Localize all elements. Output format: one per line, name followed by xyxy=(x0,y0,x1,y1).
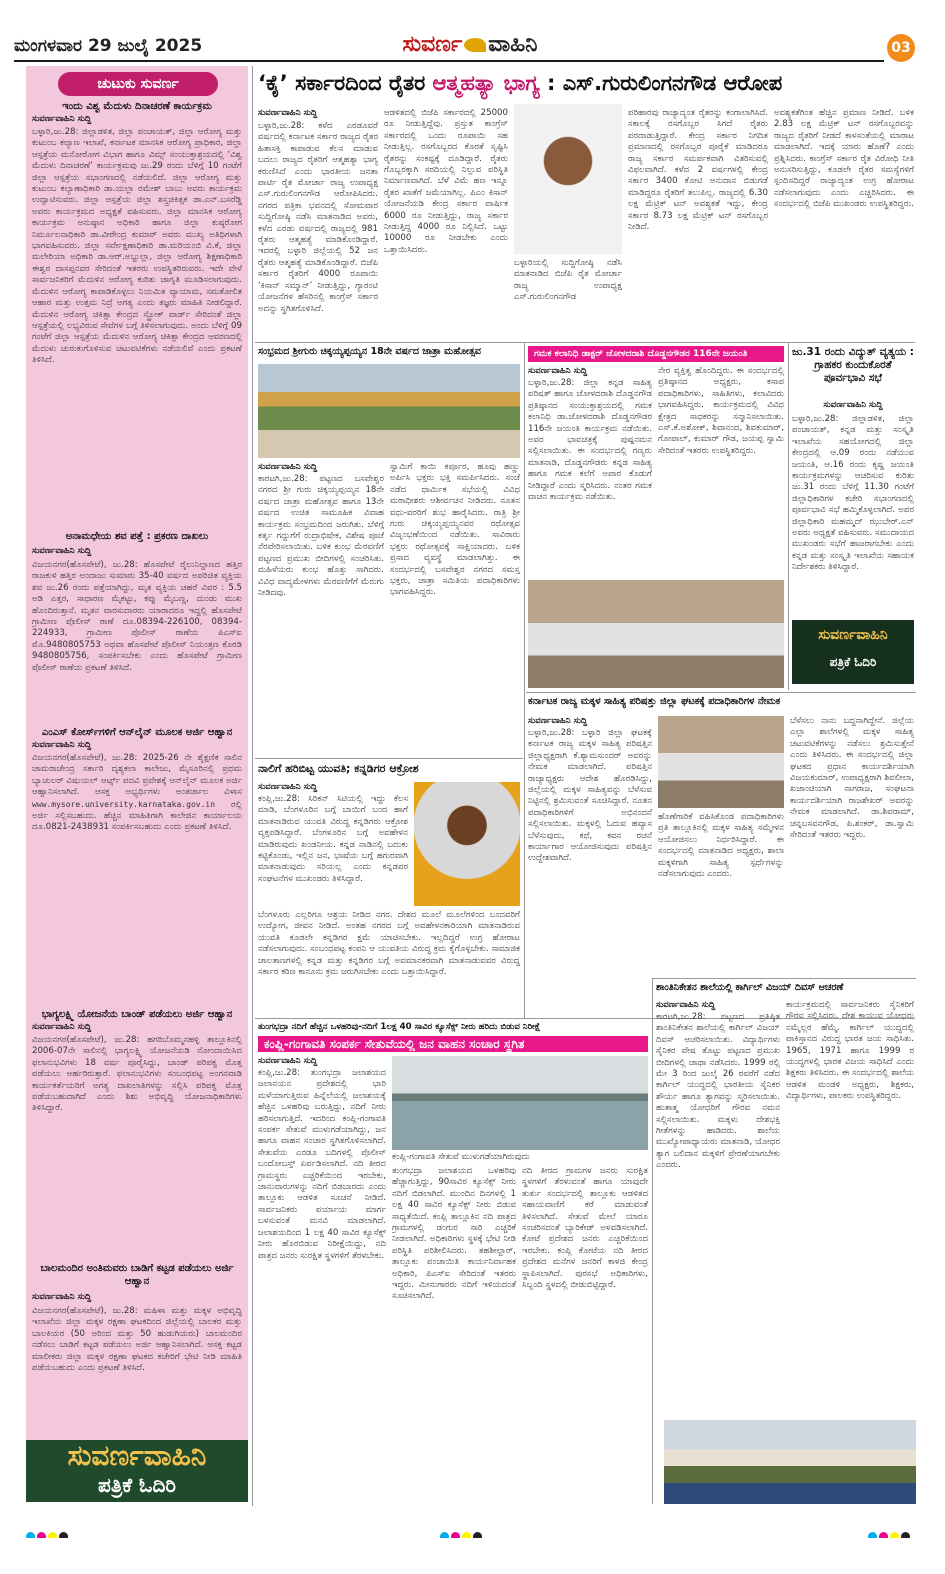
naalige-body-col1: ಕಂಪ್ಲಿ,ಜು.28: ಸಿರಿಕನ್ ಸಿಟಿಯಲ್ಲಿ ಇದ್ದು ಕೆಲಸ ಮಾಡಿ, ಬೆಂಗಳೂರಿನ ಬಗ್ಗೆ ಬಾಯಿಗೆ ಬಂದ ಹಾಗೆ ಮಾತನಾಡಿರುವ ಯುವತಿ ವಿರುದ್ಧ ಕನ್ನಡಿಗರು ಆಕ್ರೋಶ ವ್ಯಕ್ತಪಡಿಸಿದ್ದಾರೆ. ಬೆಂಗಳೂರಿನ ಬಗ್ಗೆ ಅವಹೇಳನ ಮಾಡಿರುವುದು ಖಂಡನೀಯ. ಕನ್ನಡ ನಾಡಿನಲ್ಲಿ ಬದುಕು ಕಟ್ಟಿಕೊಂಡು, ಇಲ್ಲಿನ ಜನ, ಭಾಷೆಯ ಬಗ್ಗೆ ಹಗುರವಾಗಿ ಮಾತನಾಡುವುದು ಸರಿಯಲ್ಲ ಎಂದು ಕನ್ನಡಪರ ಸಂಘಟನೆಗಳ ಮುಖಂಡರು ತಿಳಿಸಿದ್ದಾರೆ. xyxy=(258,794,408,884)
divider-lead xyxy=(255,342,915,343)
lead-headline-highlight: ಆತ್ಮಹತ್ಯಾ ಭಾಗ್ಯ xyxy=(432,71,540,95)
july31-headline: ಜು.31 ರಂದು ವಿದ್ಯುತ್ ವ್ಯತ್ಯಯ : ಗ್ರಾಹಕರ ಕುಂದುಕೊರತೆ ಪೂರ್ವಭಾವಿ ಸಭೆ xyxy=(792,346,914,384)
sahitya-photo xyxy=(658,716,784,808)
lead-headline-prefix: ‘ಕೈ’ ಸರ್ಕಾರದಿಂದ ರೈತರ xyxy=(258,71,433,95)
jayanti-byline: ಸುವರ್ಣವಾಹಿನಿ ಸುದ್ದಿ xyxy=(528,366,588,376)
ls1-body: ಬಳ್ಳಾರಿ,ಜು.28: ಜಿಲ್ಲಾಡಳಿತ, ಜಿಲ್ಲಾ ಪಂಚಾಯತ್, ಜಿಲ್ಲಾ ಆರೋಗ್ಯ ಮತ್ತು ಕುಟುಂಬ ಕಲ್ಯಾಣ ಇಲಾಖೆ, ಕರ್ನಾಟಕ ಮಾನಸಿಕ ಆರೋಗ್ಯ ಪ್ರಾಧಿಕಾರ, ಜಿಲ್ಲಾ ಆಸ್ಪತ್ರೆಯ ಮನೋರೋಗ ವಿಭಾಗ ಹಾಗೂ ವಿಮ್ಸ್ ಸಂಯುಕ್ತಾಶ್ರಯದಲ್ಲಿ ‘ವಿಶ್ವ ಮೆದುಳು ದಿನಾಚರಣೆ’ ಕಾರ್ಯಕ್ರಮವು ಜು.29 ರಂದು ಬೆಳಿಗ್ಗೆ 10 ಗಂಟೆಗೆ ಜಿಲ್ಲಾ ಆಸ್ಪತ್ರೆಯ ಸಭಾಂಗಣದಲ್ಲಿ ನಡೆಯಲಿದೆ. ಜಿಲ್ಲಾ ಆರೋಗ್ಯ ಮತ್ತು ಕುಟುಂಬ ಕಲ್ಯಾಣಾಧಿಕಾರಿ ಡಾ.ಯಲ್ಲಾ ರಮೇಶ್ ಬಾಬು ಅವರು ಕಾರ್ಯಕ್ರಮ ಉದ್ಘಾಟಿಸುವರು. ಜಿಲ್ಲಾ ಆಸ್ಪತ್ರೆಯ ಜಿಲ್ಲಾ ಶಸ್ತ್ರಚಿಕಿತ್ಸಕ ಡಾ.ಎನ್.ಬಸರೆಡ್ಡಿ ಅವರು ಕಾರ್ಯಕ್ರಮದ ಅಧ್ಯಕ್ಷತೆ ವಹಿಸುವರು. ಜಿಲ್ಲಾ ಮಾನಸಿಕ ಆರೋಗ್ಯ ಕಾರ್ಯಕ್ರಮ ಅನುಷ್ಠಾನ ಅಧಿಕಾರಿ ಹಾಗೂ ಜಿಲ್ಲಾ ಕುಷ್ಠರೋಗ ನಿರ್ಮೂಲನಾಧಿಕಾರಿ ಡಾ.ವೀರೇಂದ್ರ ಕುಮಾರ್ ಅವರು ಮುಖ್ಯ ಅತಿಥಿಗಳಾಗಿ ಭಾಗವಹಿಸುವರು. ಜಿಲ್ಲಾ ಸರ್ವೇಕ್ಷಣಾಧಿಕಾರಿ ಡಾ.ಮರಿಯಂಬಿ ವಿ.ಕೆ, ಜಿಲ್ಲಾ ಮಲೇರಿಯಾ ಅಧಿಕಾರಿ ಡಾ.ಆರ್.ಅಬ್ದುಲ್ಲಾ, ಜಿಲ್ಲಾ ಆರೋಗ್ಯ ಶಿಕ್ಷಣಾಧಿಕಾರಿ ಈಶ್ವರ ದಾಸಪ್ಪನವರ ಸೇರಿದಂತೆ ಇತರರು ಉಪಸ್ಥಿತರಿರುವರು. ಇದೇ ವೇಳೆ ಸಾರ್ವಜನಿಕರಿಗೆ ಮೆದುಳಿನ ಆರೋಗ್ಯ ಕುರಿತು ಜಾಗೃತಿ ಮೂಡಿಸಲಾಗುವುದು. ಮೆದುಳಿನ ಆರೋಗ್ಯ ಕಾಪಾಡಿಕೊಳ್ಳಲು ನಿಯಮಿತ ವ್ಯಾಯಾಮ, ಸಮತೋಲಿತ ಆಹಾರ ಮತ್ತು ಉತ್ತಮ ನಿದ್ರೆ ಅಗತ್ಯ ಎಂದು ತಜ್ಞರು ಮಾಹಿತಿ ನೀಡಲಿದ್ದಾರೆ. ಮೆದುಳಿನ ಆರೋಗ್ಯ ಚಿಕಿತ್ಸಾ ಕೇಂದ್ರದ ಸ್ಟ್ರೋಕ್ ವಾರ್ಡ್ ಸೇರಿದಂತೆ ಜಿಲ್ಲಾ ಆಸ್ಪತ್ರೆಯಲ್ಲಿ ಲಭ್ಯವಿರುವ ಸೇವೆಗಳ ಬಗ್ಗೆ ತಿಳಿಸಲಾಗುವುದು. ಅಂದು ಬೆಳಿಗ್ಗೆ 09 ಗಂಟೆಗೆ ಜಿಲ್ಲಾ ಆಸ್ಪತ್ರೆಯ ಮೆದುಳಿನ ಆರೋಗ್ಯ ಚಿಕಿತ್ಸಾ ಕೇಂದ್ರದ ಆವರಣದಲ್ಲಿ ಮೆದುಳು ಚುರುಕುಗೊಳಿಸುವ ಚಟುವಟಿಕೆಗಳು ನಡೆಯಲಿವೆ ಎಂದು ಪ್ರಕಟಣೆ ತಿಳಿಸಿದೆ. xyxy=(32,127,242,366)
jayanti-photo xyxy=(528,580,784,688)
lead-body-col4: ಅವಶ್ಯಕತೆಗಿಂತ ಹೆಚ್ಚಿನ ಪ್ರಮಾಣ ನೀಡಿದೆ. ಬಳಿಕ 2.83 ಲಕ್ಷ ಮೆಟ್ರಿಕ್ ಟನ್ ರಸಗೊಬ್ಬರವನ್ನು ರಾಜ್ಯದ ರೈತರಿಗೆ ನೀಡದೆ ಕಾಳಸಂತೆಯಲ್ಲಿ ಮಾರಾಟ ಮಾಡಲಾಗಿದೆ. ಇದಕ್ಕೆ ಯಾರು ಹೊಣೆ? ಎಂದು ಪ್ರಶ್ನಿಸಿದರು. ಕಾಂಗ್ರೆಸ್ ಸರ್ಕಾರ ರೈತ ವಿರೋಧಿ ನೀತಿ ಅನುಸರಿಸುತ್ತಿದ್ದು, ಕೂಡಲೇ ರೈತರ ಸಮಸ್ಯೆಗಳಿಗೆ ಸ್ಪಂದಿಸದಿದ್ದರೆ ರಾಜ್ಯಾದ್ಯಂತ ಉಗ್ರ ಹೋರಾಟ ನಡೆಸಲಾಗುವುದು ಎಂದು ಎಚ್ಚರಿಸಿದರು. ಈ ಸಂದರ್ಭದಲ್ಲಿ ಬಿಜೆಪಿ ಮುಖಂಡರು ಉಪಸ್ಥಿತರಿದ್ದರು. xyxy=(774,108,914,210)
jatra-byline: ಸುವರ್ಣವಾಹಿನಿ ಸುದ್ದಿ xyxy=(258,462,318,472)
logo-left: ಸುವರ್ಣ xyxy=(402,32,463,57)
masthead-logo xyxy=(360,32,580,60)
ls4-body: ವಿಜಯನಗರ(ಹೊಸಪೇಟೆ), ಜು.28: ಹಗರಿಬೊಮ್ಮನಹಳ್ಳಿ ತಾಲ್ಲೂಕಿನಲ್ಲಿ 2006-07ನೇ ಸಾಲಿನಲ್ಲಿ ಭಾಗ್ಯಲಕ್ಷ್ಮಿ ಯೋಜನೆಯಡಿ ನೋಂದಾಯಿಸಿದ ಫಲಾನುಭವಿಗಳು 18 ವರ್ಷ ಪೂರೈಸಿದ್ದು, ಬಾಂಡ್ ಪರಿಪಕ್ವ ಮೊತ್ತ ಪಡೆಯಲು ಅರ್ಹರಿರುತ್ತಾರೆ. ಫಲಾನುಭವಿಗಳು ಸಂಬಂಧಪಟ್ಟ ಅಂಗನವಾಡಿ ಕಾರ್ಯಕರ್ತೆಯರಿಗೆ ಅಗತ್ಯ ದಾಖಲಾತಿಗಳನ್ನು ಸಲ್ಲಿಸಿ ಪರಿಪಕ್ವ ಮೊತ್ತ ಪಡೆಯಬಹುದಾಗಿದೆ ಎಂದು ಶಿಶು ಅಭಿವೃದ್ಧಿ ಯೋಜನಾಧಿಕಾರಿಗಳು ತಿಳಿಸಿದ್ದಾರೆ. xyxy=(32,1035,242,1114)
kampli-photo-caption: ಕಂಪ್ಲಿ-ಗಂಗಾವತಿ ಸೇತುವೆ ಮುಳುಗಡೆಯಾಗಿರುವುದು xyxy=(392,1152,530,1162)
lead-photo xyxy=(514,104,622,254)
ls1-byline: ಸುವರ್ಣವಾಹಿನಿ ಸುದ್ದಿ xyxy=(32,114,92,124)
yellow-dot-icon xyxy=(462,1532,471,1538)
ls5-headline: ಬಾಲಮಂದಿರ ಅಂತಿಮವರು ಬಾಡಿಗೆ ಕಟ್ಟಡ ಪಡೆಯಲು ಅರ್ಜಿ ಆಹ್ವಾನ xyxy=(40,1263,234,1287)
sahitya-body-col1: ಬಳ್ಳಾರಿ,ಜು.28: ಬಳ್ಳಾರಿ ಜಿಲ್ಲಾ ಘಟಕಕ್ಕೆ ಕರ್ನಾಟಕ ರಾಜ್ಯ ಮಕ್ಕಳ ಸಾಹಿತ್ಯ ಪರಿಷತ್ತಿನ ಜಿಲ್ಲಾಧ್ಯಕ್ಷರಾಗಿ ಕೆ.ಶ್ಯಾಮಸುಂದರ್ ಅವರನ್ನು ನೇಮಕ ಮಾಡಲಾಗಿದೆ. ಪರಿಷತ್ತಿನ ರಾಜ್ಯಾಧ್ಯಕ್ಷರು ಆದೇಶ ಹೊರಡಿಸಿದ್ದು, ಜಿಲ್ಲೆಯಲ್ಲಿ ಮಕ್ಕಳ ಸಾಹಿತ್ಯವನ್ನು ಬೆಳೆಸುವ ನಿಟ್ಟಿನಲ್ಲಿ ಶ್ರಮಿಸುವಂತೆ ಸೂಚಿಸಿದ್ದಾರೆ. ನೂತನ ಪದಾಧಿಕಾರಿಗಳಿಗೆ ಅಭಿನಂದನೆ ಸಲ್ಲಿಸಲಾಯಿತು. ಮಕ್ಕಳಲ್ಲಿ ಓದುವ ಹವ್ಯಾಸ ಬೆಳೆಸುವುದು, ಕಥೆ, ಕವನ ರಚನೆ ಕಾರ್ಯಾಗಾರ ಆಯೋಜಿಸುವುದು ಪರಿಷತ್ತಿನ ಉದ್ದೇಶವಾಗಿದೆ. xyxy=(528,728,652,864)
logo-right: ವಾಹಿನಿ xyxy=(488,32,538,57)
ls5-body: ವಿಜಯನಗರ(ಹೊಸಪೇಟೆ), ಜು.28: ಮಹಿಳಾ ಮತ್ತು ಮಕ್ಕಳ ಅಭಿವೃದ್ಧಿ ಇಲಾಖೆಯ ಜಿಲ್ಲಾ ಮಕ್ಕಳ ರಕ್ಷಣಾ ಘಟಕದಿಂದ ಜಿಲ್ಲೆಯಲ್ಲಿ ಬಾಲಕರ ಮತ್ತು ಬಾಲಕಿಯರ (50 ಅರಿಂದ ಮತ್ತು 50 ಹುಡುಗಿಯರು) ಬಾಲಮಂದಿರ ನಡೆಸಲು ಬಾಡಿಗೆ ಕಟ್ಟಡ ಪಡೆಯಲು ಅರ್ಜಿ ಆಹ್ವಾನಿಸಲಾಗಿದೆ. ಆಸಕ್ತ ಕಟ್ಟಡ ಮಾಲೀಕರು ಜಿಲ್ಲಾ ಮಕ್ಕಳ ರಕ್ಷಣಾ ಘಟಕದ ಕಚೇರಿಗೆ ಭೇಟಿ ನೀಡಿ ಮಾಹಿತಿ ಪಡೆಯಬಹುದು ಎಂದು ಪ್ರಕಟಣೆ ತಿಳಿಸಿದೆ. xyxy=(32,1306,242,1374)
jayanti-body-col2: ನೇರ ವ್ಯಕ್ತಿತ್ವ ಹೊಂದಿದ್ದರು. ಈ ಸಂದರ್ಭದಲ್ಲಿ ಪ್ರತಿಷ್ಠಾನದ ಅಧ್ಯಕ್ಷರು, ಕಸಾಪ ಪದಾಧಿಕಾರಿಗಳು, ಸಾಹಿತಿಗಳು, ಕಲಾವಿದರು ಭಾಗವಹಿಸಿದ್ದರು. ಕಾರ್ಯಕ್ರಮದಲ್ಲಿ ವಿವಿಧ ಕ್ಷೇತ್ರದ ಸಾಧಕರನ್ನು ಸನ್ಮಾನಿಸಲಾಯಿತು. ಎಸ್.ಕೆ.ಅಶೋಕ್, ಶಿವಾನಂದ, ಶಿವಕುಮಾರ್, ಗೋಪಾಲ್, ಕುಮಾರ್ ಗೌಡ, ಜಯಪ್ಪ ಸ್ವಾಮಿ ಸೇರಿದಂತೆ ಇತರರು ಉಪಸ್ಥಿತರಿದ್ದರು. xyxy=(658,366,784,456)
promo-box-left xyxy=(26,1440,248,1502)
naalige-body-full: ಬೆಂಗಳೂರು ಎಲ್ಲರಿಗೂ ಆಶ್ರಯ ನೀಡಿದ ನಗರ. ದೇಶದ ಮೂಲೆ ಮೂಲೆಗಳಿಂದ ಬಂದವರಿಗೆ ಉದ್ಯೋಗ, ಜೀವನ ನೀಡಿದೆ. ಅಂತಹ ನಗರದ ಬಗ್ಗೆ ಅವಹೇಳನಕಾರಿಯಾಗಿ ಮಾತನಾಡಿರುವ ಯುವತಿ ಕೂಡಲೇ ಕನ್ನಡಿಗರ ಕ್ಷಮೆ ಯಾಚಿಸಬೇಕು. ಇಲ್ಲದಿದ್ದರೆ ಉಗ್ರ ಹೋರಾಟ ನಡೆಸಲಾಗುವುದು. ಸಂಬಂಧಪಟ್ಟ ಕಂಪನಿ ಆ ಯುವತಿಯ ವಿರುದ್ಧ ಕ್ರಮ ಕೈಗೊಳ್ಳಬೇಕು. ಸಾಮಾಜಿಕ ಜಾಲತಾಣಗಳಲ್ಲಿ ಕನ್ನಡ ಮತ್ತು ಕನ್ನಡಿಗರ ಬಗ್ಗೆ ಅವಮಾನಕರವಾಗಿ ಮಾತನಾಡುವವರ ವಿರುದ್ಧ ಸರ್ಕಾರ ಕಠಿಣ ಕಾನೂನು ಕ್ರಮ ಜರುಗಿಸಬೇಕು ಎಂದು ಒತ್ತಾಯಿಸಿದ್ದಾರೆ. xyxy=(258,910,520,978)
cyan-dot-icon xyxy=(26,1532,35,1538)
kargil-headline: ಶಾಂತಿನಿಕೇತನ ಶಾಲೆಯಲ್ಲಿ ಕಾರ್ಗಿಲ್ ವಿಜಯ್ ದಿವಸ್ ಆಚರಣೆ xyxy=(656,982,844,993)
masthead-rule xyxy=(14,60,884,62)
promo-left-line2: ಪತ್ರಿಕೆ ಓದಿರಿ xyxy=(98,1473,176,1497)
ls2-byline: ಸುವರ್ಣವಾಹಿನಿ ಸುದ್ದಿ xyxy=(32,546,92,556)
divider-right xyxy=(788,342,789,690)
divider-kargil-top xyxy=(652,978,916,979)
kampli-body-col2: ತುಂಗಭದ್ರಾ ಜಲಾಶಯದ ಒಳಹರಿವು ಹೆಚ್ಚಾಗುತ್ತಿದ್ದು, 90ಸಾವಿರ ಕ್ಯೂಸೆಕ್ಸ್ ನೀರು ನದಿಗೆ ಬಿಡಲಾಗಿದೆ. ಮುಂದಿನ ದಿನಗಳಲ್ಲಿ 1 ಲಕ್ಷ 40 ಸಾವಿರ ಕ್ಯೂಸೆಕ್ಸ್ ನೀರು ಬಿಡುವ ಸಾಧ್ಯತೆಯಿದೆ. ಕಂಪ್ಲಿ ತಾಲ್ಲೂಕಿನ ನದಿ ಪಾತ್ರದ ಗ್ರಾಮಗಳಲ್ಲಿ ಡಂಗುರ ಸಾರಿ ಎಚ್ಚರಿಕೆ ನೀಡಲಾಗಿದೆ. ಅಧಿಕಾರಿಗಳು ಸ್ಥಳಕ್ಕೆ ಭೇಟಿ ನೀಡಿ ಪರಿಸ್ಥಿತಿ ಪರಿಶೀಲಿಸಿದರು. ತಹಶೀಲ್ದಾರ್, ತಾಲ್ಲೂಕು ಪಂಚಾಯಿತಿ ಕಾರ್ಯನಿರ್ವಾಹಕ ಅಧಿಕಾರಿ, ಪಿಎಸ್ಐ ಸೇರಿದಂತೆ ಇತರರು ಇದ್ದರು. ಮೀನುಗಾರರು ನದಿಗೆ ಇಳಿಯದಂತೆ ಸೂಚಿಸಲಾಗಿದೆ. xyxy=(392,1166,516,1302)
jayanti-headline: ಗಮಕ ಕಲಾನಿಧಿ ಡಾಕ್ಟರ್ ಜೋಳದರಾಶಿ ದೊಡ್ಡನಗೌಡರ 116ನೇ ಜಯಂತಿ xyxy=(528,346,784,362)
kargil-photo xyxy=(664,1420,916,1504)
july31-byline: ಸುವರ್ಣವಾಹಿನಿ ಸುದ್ದಿ xyxy=(823,400,883,410)
promo-box-right xyxy=(792,620,914,684)
ls3-byline: ಸುವರ್ಣವಾಹಿನಿ ಸುದ್ದಿ xyxy=(32,740,92,750)
lead-headline-suffix: : ಎಸ್.ಗುರುಲಿಂಗನಗೌಡ ಆರೋಪ xyxy=(539,71,783,95)
lead-body-col2: ಆಡಳಿತದಲ್ಲಿ ಬಿಜೆಪಿ ಸರ್ಕಾರದಲ್ಲಿ 25000 ರೂ ನೀಡುತ್ತಿದ್ದೆವು. ಪ್ರಸ್ತುತ ಕಾಂಗ್ರೆಸ್ ಸರ್ಕಾರದಲ್ಲಿ ಒಂದು ರೂಪಾಯಿ ಸಹ ನೀಡುತ್ತಿಲ್ಲ. ರಸಗೊಬ್ಬರದ ಕೊರತೆ ಸೃಷ್ಟಿಸಿ ರೈತರನ್ನು ಸಂಕಷ್ಟಕ್ಕೆ ದೂಡಿದ್ದಾರೆ. ರೈತರು ಗೊಬ್ಬರಕ್ಕಾಗಿ ಸರದಿಯಲ್ಲಿ ನಿಲ್ಲುವ ಪರಿಸ್ಥಿತಿ ನಿರ್ಮಾಣವಾಗಿದೆ. ಬೆಳೆ ವಿಮೆ ಹಣ ಇನ್ನೂ ರೈತರ ಖಾತೆಗೆ ಜಮೆಯಾಗಿಲ್ಲ. ಪಿಎಂ ಕಿಸಾನ್ ಯೋಜನೆಯಡಿ ಕೇಂದ್ರ ಸರ್ಕಾರ ವಾರ್ಷಿಕ 6000 ರೂ ನೀಡುತ್ತಿದ್ದು, ರಾಜ್ಯ ಸರ್ಕಾರ ನೀಡುತ್ತಿದ್ದ 4000 ರೂ ನಿಲ್ಲಿಸಿದೆ. ಒಟ್ಟು 10000 ರೂ ನೀಡಬೇಕು ಎಂದು ಒತ್ತಾಯಿಸಿದರು. xyxy=(384,108,508,255)
ls5-byline: ಸುವರ್ಣವಾಹಿನಿ ಸುದ್ದಿ xyxy=(32,1292,92,1302)
black-dot-icon xyxy=(59,1532,68,1538)
cyan-dot-icon xyxy=(440,1532,449,1538)
sahitya-body-col3: ಬೆಳೆಸಲು ನಾನು ಬದ್ಧನಾಗಿದ್ದೇನೆ. ಜಿಲ್ಲೆಯ ಎಲ್ಲಾ ಶಾಲೆಗಳಲ್ಲಿ ಮಕ್ಕಳ ಸಾಹಿತ್ಯ ಚಟುವಟಿಕೆಗಳನ್ನು ನಡೆಸಲು ಶ್ರಮಿಸುತ್ತೇನೆ ಎಂದು ತಿಳಿಸಿದರು. ಈ ಸಂದರ್ಭದಲ್ಲಿ ಜಿಲ್ಲಾ ಘಟಕದ ಪ್ರಧಾನ ಕಾರ್ಯದರ್ಶಿಯಾಗಿ ವಿಜಯಕುಮಾರ್, ಉಪಾಧ್ಯಕ್ಷರಾಗಿ ಶಿವಲೀಲಾ, ಖಜಾಂಚಿಯಾಗಿ ನಾಗರಾಜ, ಸಂಘಟನಾ ಕಾರ್ಯದರ್ಶಿಯಾಗಿ ರಾಜಶೇಖರ್ ಅವರನ್ನು ನೇಮಕ ಮಾಡಲಾಗಿದೆ. ಡಾ.ಶಿವರಾಮ್, ಚನ್ನಬಸವನಗೌಡ, ಪಿ.ಶಂಕರ್, ಡಾ.ಸ್ವಾಮಿ ಸೇರಿದಂತೆ ಇತರರು ಇದ್ದರು. xyxy=(790,716,914,841)
jatra-body-col2: ಸ್ವಾಮಿಗೆ ಕಾಯಿ ಕರ್ಪೂರ, ಹೂವು ಹಣ್ಣು ಅರ್ಪಿಸಿ ಭಕ್ತರು ಭಕ್ತಿ ಸಮರ್ಪಿಸಿದರು. ಸಂಜೆ ನಡೆದ ಧಾರ್ಮಿಕ ಸಭೆಯಲ್ಲಿ ವಿವಿಧ ಮಠಾಧೀಶರು ಆಶೀರ್ವಚನ ನೀಡಿದರು. ನೂತನ ವಧು-ವರರಿಗೆ ಶುಭ ಹಾರೈಸಿದರು. ರಾತ್ರಿ ಶ್ರೀ ಗುರು ಚಿಕ್ಕಯ್ಯಪ್ಪಯ್ಯನವರ ರಥೋತ್ಸವ ವಿಜೃಂಭಣೆಯಿಂದ ನಡೆಯಿತು. ಸಾವಿರಾರು ಭಕ್ತರು ರಥೋತ್ಸವಕ್ಕೆ ಸಾಕ್ಷಿಯಾದರು. ಬಳಿಕ ಪ್ರಸಾದ ವ್ಯವಸ್ಥೆ ಮಾಡಲಾಗಿತ್ತು. ಈ ಸಂದರ್ಭದಲ್ಲಿ ಬಸವೇಶ್ವರ ನಗರದ ಸಮಸ್ತ ಭಕ್ತರು, ಜಾತ್ರಾ ಸಮಿತಿಯ ಪದಾಧಿಕಾರಿಗಳು ಭಾಗವಹಿಸಿದ್ದರು. xyxy=(390,462,520,598)
sahitya-byline: ಸುವರ್ಣವಾಹಿನಿ ಸುದ್ದಿ xyxy=(528,716,588,726)
divider-mid xyxy=(524,342,525,1018)
kampli-byline: ಸುವರ್ಣವಾಹಿನಿ ಸುದ್ದಿ xyxy=(258,1056,318,1066)
kampli-body-col3: ನದಿ ತೀರದ ಗ್ರಾಮಗಳ ಜನರು ಸುರಕ್ಷಿತ ಸ್ಥಳಗಳಿಗೆ ತೆರಳುವಂತೆ ಹಾಗೂ ಯಾವುದೇ ತುರ್ತು ಸಂದರ್ಭದಲ್ಲಿ ತಾಲ್ಲೂಕು ಆಡಳಿತದ ಸಹಾಯವಾಣಿಗೆ ಕರೆ ಮಾಡುವಂತೆ ತಿಳಿಸಲಾಗಿದೆ. ಸೇತುವೆ ಮೇಲೆ ಯಾರೂ ಸಂಚರಿಸದಂತೆ ಬ್ಯಾರಿಕೇಡ್ ಅಳವಡಿಸಲಾಗಿದೆ. ಕೋಟೆ ಪ್ರದೇಶದ ಜನರು ಎಚ್ಚರಿಕೆಯಿಂದ ಇರಬೇಕು. ಕಂಪ್ಲಿ ಕೋಟೆಯ ನದಿ ತೀರದ ಪ್ರದೇಶದ ಮನೆಗಳ ಜನರಿಗೆ ಕಾಳಜಿ ಕೇಂದ್ರ ಸ್ಥಾಪಿಸಲಾಗಿದೆ. ಪುರಸಭೆ ಅಧಿಕಾರಿಗಳು, ಸಿಬ್ಬಂದಿ ಸ್ಥಳದಲ್ಲಿ ಬೀಡುಬಿಟ್ಟಿದ್ದಾರೆ. xyxy=(522,1166,648,1291)
naalige-photo xyxy=(414,782,520,906)
ls4-headline: ಭಾಗ್ಯಲಕ್ಷ್ಮಿ ಯೋಜನೆಯ ಬಾಂಡ್ ಪಡೆಯಲು ಅರ್ಜಿ ಆಹ್ವಾನ xyxy=(41,1009,233,1020)
divider-sahitya-top xyxy=(526,692,916,693)
ls2-headline: ಅನಾಮಧೇಯ ಶವ ಪತ್ತೆ : ಪ್ರಕರಣ ದಾಖಲು xyxy=(65,531,209,542)
jatra-photo xyxy=(258,364,520,458)
ls3-body-text2: ರಲ್ಲಿ ಅರ್ಜಿ ಸಲ್ಲಿಸಬಹುದು. ಹೆಚ್ಚಿನ ಮಾಹಿತಿಗಾಗಿ ಕಾಲೇಜಿನ ಕಾರ್ಯಾಲಯ ದೂ.0821-2438931 ಸಂಪರ್ಕಿಸಬಹುದು ಎಂದು ಪ್ರಕಟಣೆ ತಿಳಿಸಿದೆ. xyxy=(32,799,242,833)
ls4-byline: ಸುವರ್ಣವಾಹಿನಿ ಸುದ್ದಿ xyxy=(32,1022,92,1032)
divider-jatra xyxy=(255,758,523,759)
kampli-photo xyxy=(392,1056,648,1150)
divider-left xyxy=(252,66,253,1506)
lead-photo-caption: ಬಳ್ಳಾರಿಯಲ್ಲಿ ಸುದ್ದಿಗೋಷ್ಠಿ ನಡೆಸಿ ಮಾತನಾಡಿದ ಬಿಜೆಪಿ ರೈತ ಮೋರ್ಚಾ ರಾಜ್ಯ ಉಪಾಧ್ಯಕ್ಷ ಎಸ್.ಗುರುಲಿಂಗನಗೌಡ xyxy=(514,258,622,303)
july31-body: ಬಳ್ಳಾರಿ,ಜು.28: ಜಿಲ್ಲಾಡಳಿತ, ಜಿಲ್ಲಾ ಪಂಚಾಯತ್, ಕನ್ನಡ ಮತ್ತು ಸಂಸ್ಕೃತಿ ಇಲಾಖೆಯ ಸಹಯೋಗದಲ್ಲಿ ಜಿಲ್ಲಾ ಕೇಂದ್ರದಲ್ಲಿ ಆ.09 ರಂದು ನಡೆಯುವ ಜಯಂತಿ, ಆ.16 ರಂದು ಕೃಷ್ಣ ಜಯಂತಿ ಕಾರ್ಯಕ್ರಮಗಳನ್ನು ಆಚರಿಸುವ ಕುರಿತು ಜು.31 ರಂದು ಬೆಳಿಗ್ಗೆ 11.30 ಗಂಟೆಗೆ ಜಿಲ್ಲಾಧಿಕಾರಿಗಳ ಕಚೇರಿ ಸಭಾಂಗಣದಲ್ಲಿ ಪೂರ್ವಭಾವಿ ಸಭೆ ಹಮ್ಮಿಕೊಳ್ಳಲಾಗಿದೆ. ಅಪರ ಜಿಲ್ಲಾಧಿಕಾರಿ ಮಹಮ್ಮದ್ ಝುಬೇರ್.ಎನ್ ಅವರು ಅಧ್ಯಕ್ಷತೆ ವಹಿಸುವರು. ಸಮುದಾಯದ ಮುಖಂಡರು ಸಭೆಗೆ ಹಾಜರಾಗಬೇಕು ಎಂದು ಕನ್ನಡ ಮತ್ತು ಸಂಸ್ಕೃತಿ ಇಲಾಖೆಯ ಸಹಾಯಕ ನಿರ್ದೇಶಕರು ತಿಳಿಸಿದ್ದಾರೆ. xyxy=(792,414,914,573)
black-dot-icon xyxy=(901,1532,910,1538)
masthead-date: ಮಂಗಳವಾರ 29 ಜುಲೈ 2025 xyxy=(14,36,203,56)
naalige-headline: ನಾಲಿಗೆ ಹರಿಬಿಟ್ಟ ಯುವತಿ; ಕನ್ನಡಿಗರ ಆಕ್ರೋಶ xyxy=(258,762,419,775)
yellow-dot-icon xyxy=(48,1532,57,1538)
page-number: 03 xyxy=(887,34,915,62)
kargil-byline: ಸುವರ್ಣವಾಹಿನಿ ಸುದ್ದಿ xyxy=(656,1000,716,1010)
jayanti-body-col1: ಬಳ್ಳಾರಿ,ಜು.28: ಜಿಲ್ಲಾ ಕನ್ನಡ ಸಾಹಿತ್ಯ ಪರಿಷತ್ ಹಾಗೂ ಜೋಳದರಾಶಿ ದೊಡ್ಡನಗೌಡ ಪ್ರತಿಷ್ಠಾನದ ಸಂಯುಕ್ತಾಶ್ರಯದಲ್ಲಿ ಗಮಕ ಕಲಾನಿಧಿ ಡಾ.ಜೋಳದರಾಶಿ ದೊಡ್ಡನಗೌಡರ 116ನೇ ಜಯಂತಿ ಕಾರ್ಯಕ್ರಮ ನಡೆಯಿತು. ಅವರ ಭಾವಚಿತ್ರಕ್ಕೆ ಪುಷ್ಪನಮನ ಸಲ್ಲಿಸಲಾಯಿತು. ಈ ಸಂದರ್ಭದಲ್ಲಿ ಗಣ್ಯರು ಮಾತನಾಡಿ, ದೊಡ್ಡನಗೌಡರು ಕನ್ನಡ ಸಾಹಿತ್ಯ ಹಾಗೂ ಗಮಕ ಕಲೆಗೆ ಅಪಾರ ಕೊಡುಗೆ ನೀಡಿದ್ದಾರೆ ಎಂದು ಸ್ಮರಿಸಿದರು. ನಂತರ ಗಮಕ ವಾಚನ ಕಾರ್ಯಕ್ರಮ ನಡೆಯಿತು. xyxy=(528,378,652,503)
kampli-headline: ಕಂಪ್ಲಿ-ಗಂಗಾವತಿ ಸಂಪರ್ಕ ಸೇತುವೆಯಲ್ಲಿ ಜನ ವಾಹನ ಸಂಚಾರ ಸ್ಥಗಿತ xyxy=(258,1036,648,1052)
jatra-body-col1: ಕಾರಟಗಿ,ಜು.28: ಪಟ್ಟಣದ ಬಸವೇಶ್ವರ ನಗರದ ಶ್ರೀ ಗುರು ಚಿಕ್ಕಯ್ಯಪ್ಪಯ್ಯನ 18ನೇ ವರ್ಷದ ಜಾತ್ರಾ ಮಹೋತ್ಸವ ಹಾಗೂ 13ನೇ ವರ್ಷದ ಉಚಿತ ಸಾಮೂಹಿಕ ವಿವಾಹ ಕಾರ್ಯಕ್ರಮ ಸಂಭ್ರಮದಿಂದ ಜರುಗಿತು. ಬೆಳಿಗ್ಗೆ ಕರ್ತೃ ಗದ್ದುಗೆಗೆ ರುದ್ರಾಭಿಷೇಕ, ವಿಶೇಷ ಪೂಜೆ ನೆರವೇರಿಸಲಾಯಿತು. ಬಳಿಕ ಕುಂಭ ಮೆರವಣಿಗೆ ಪಟ್ಟಣದ ಪ್ರಮುಖ ಬೀದಿಗಳಲ್ಲಿ ಸಂಚರಿಸಿತು. ಮಹಿಳೆಯರು ಕುಂಭ ಹೊತ್ತು ಸಾಗಿದರು. ವಿವಿಧ ವಾದ್ಯಮೇಳಗಳು ಮೆರವಣಿಗೆಗೆ ಮೆರುಗು ನೀಡಿದವು. xyxy=(258,474,384,599)
magenta-dot-icon xyxy=(451,1532,460,1538)
ls3-body xyxy=(32,753,242,1003)
ls3-body-text: ವಿಜಯನಗರ(ಹೊಸಪೇಟೆ), ಜು.28: 2025-26 ನೇ ಶೈಕ್ಷಣಿಕ ಸಾಲಿನ ಚಾಮರಾಜೇಂದ್ರ ಸರ್ಕಾರಿ ದೃಶ್ಯಕಲಾ ಕಾಲೇಜು, ಮೈಸೂರಿನಲ್ಲಿ ಪ್ರಥಮ ಬ್ಯಾಚುಲರ್ ವಿಷುಯಲ್ ಆರ್ಟ್ಸ್ ಪದವಿ ಪ್ರವೇಶಕ್ಕೆ ಆನ್‌ಲೈನ್ ಮೂಲಕ ಅರ್ಜಿ ಆಹ್ವಾನಿಸಲಾಗಿದೆ. ಆಸಕ್ತ ಅಭ್ಯರ್ಥಿಗಳು ಅಂತರ್ಜಾಲ ವಿಳಾಸ xyxy=(32,753,242,798)
magenta-dot-icon xyxy=(879,1532,888,1538)
ls2-body: ವಿಜಯನಗರ(ಹೊಸಪೇಟೆ), ಜು.28: ಹೊಸಪೇಟೆ ರೈಲುನಿಲ್ದಾಣದ ಹತ್ತಿರ ರಾಜಕುಳಿ ಹತ್ತಿರ ಅಂದಾಜು ಸುಮಾರು 35-40 ವರ್ಷದ ಅಪರಿಚಿತ ವ್ಯಕ್ತಿಯ ಶವ ಜು.26 ರಂದು ಪತ್ತೆಯಾಗಿದ್ದು, ಮೃತ ವ್ಯಕ್ತಿಯ ಚಹರೆ ವಿವರ : 5.5 ಅಡಿ ಎತ್ತರ, ಸಾಧಾರಣ ಮೈಕಟ್ಟು, ಕಪ್ಪು ಮೈಬಣ್ಣ, ದುಂಡು ಮುಖ ಹೊಂದಿರುತ್ತಾನೆ. ಮೃತನ ವಾರಸುದಾರರು ಯಾರಾದರೂ ಇದ್ದಲ್ಲಿ ಹೊಸಪೇಟೆ ಗ್ರಾಮೀಣ ಪೊಲೀಸ್ ಠಾಣೆ ದೂ.08394-226100, 08394-224933, ಗ್ರಾಮೀಣ ಪೊಲೀಸ್ ಠಾಣೆಯ ಪಿಎಸ್ಐ ಮೊ.9480805753 ಅಥವಾ ಹೊಸಪೇಟೆ ಪೊಲೀಸ್ ನಿಯಂತ್ರಣ ಕೊಠಡಿ 9480805756, ಸಂಪರ್ಕಿಸಬೇಕು ಎಂದು ಹೊಸಪೇಟೆ ಗ್ರಾಮೀಣ ಪೊಲೀಸ್ ಠಾಣೆಯ ಪ್ರಕಟಣೆ ತಿಳಿಸಿದೆ. xyxy=(32,560,242,673)
footer-dots-center xyxy=(440,1526,500,1538)
magenta-dot-icon xyxy=(37,1532,46,1538)
ls1-headline: ಇಂದು ವಿಶ್ವ ಮೆದುಳು ದಿನಾಚರಣೆ ಕಾರ್ಯಕ್ರಮ xyxy=(62,101,212,112)
divider-kargil xyxy=(652,978,653,1504)
jatra-headline: ಸಂಭ್ರಮದ ಶ್ರೀಗುರು ಚಿಕ್ಕಯ್ಯಪ್ಪಯ್ಯನ 18ನೇ ವರ್ಷದ ಜಾತ್ರಾ ಮಹೋತ್ಸವ xyxy=(258,346,481,357)
kampli-kicker: ತುಂಗಭದ್ರಾ ನದಿಗೆ ಹೆಚ್ಚಿನ ಒಳಹರಿವು-ನದಿಗೆ 1ಲಕ್ಷ 40 ಸಾವಿರ ಕ್ಯೂಸೆಕ್ಸ್ ನೀರು ಹರಿದು ಬಿಡುವ ನಿರೀಕ್ಷೆ xyxy=(258,1022,541,1032)
logo-swirl-icon xyxy=(464,38,486,52)
promo-left-line1: ಸುವರ್ಣವಾಹಿನಿ xyxy=(67,1440,207,1472)
kargil-body-col1: ಕಾರಟಗಿ,ಜು.28: ಪಟ್ಟಣದ ಪ್ರತಿಷ್ಠಿತ ಶಾಂತಿನಿಕೇತನ ಶಾಲೆಯಲ್ಲಿ ಕಾರ್ಗಿಲ್ ವಿಜಯ್ ದಿವಸ್ ಆಚರಿಸಲಾಯಿತು. ವಿದ್ಯಾರ್ಥಿಗಳು ಸೈನಿಕರ ವೇಷ ತೊಟ್ಟು ಪಟ್ಟಣದ ಪ್ರಮುಖ ಬೀದಿಗಳಲ್ಲಿ ಜಾಥಾ ನಡೆಸಿದರು. 1999 ರಲ್ಲಿ ಮೇ 3 ರಿಂದ ಜುಲೈ 26 ರವರೆಗೆ ನಡೆದ ಕಾರ್ಗಿಲ್ ಯುದ್ಧದಲ್ಲಿ ಭಾರತೀಯ ಸೈನಿಕರ ಶೌರ್ಯ ಹಾಗೂ ತ್ಯಾಗವನ್ನು ಸ್ಮರಿಸಲಾಯಿತು. ಹುತಾತ್ಮ ಯೋಧರಿಗೆ ಗೌರವ ನಮನ ಸಲ್ಲಿಸಲಾಯಿತು. ಮಕ್ಕಳು ದೇಶಭಕ್ತಿ ಗೀತೆಗಳನ್ನು ಹಾಡಿದರು. ಶಾಲೆಯ ಮುಖ್ಯೋಪಾಧ್ಯಾಯರು ಮಾತನಾಡಿ, ಯೋಧರ ತ್ಯಾಗ ಬಲಿದಾನ ಮಕ್ಕಳಿಗೆ ಪ್ರೇರಣೆಯಾಗಬೇಕು ಎಂದರು. xyxy=(656,1012,780,1171)
lead-body-col1: ಬಳ್ಳಾರಿ,ಜು.28: ಕಳೆದ ಎರಡೂವರೆ ವರ್ಷದಲ್ಲಿ ಕರ್ನಾಟಕ ಸರ್ಕಾರ ರಾಜ್ಯದ ರೈತರ ಹಿತಾಸಕ್ತಿ ಕಾಪಾಡುವ ಕೆಲಸ ಮಾಡುವ ಬದಲು ರಾಜ್ಯದ ರೈತರಿಗೆ ಆತ್ಮಹತ್ಯಾ ಭಾಗ್ಯ ಕರುಣಿಸಿದೆ ಎಂದು ಭಾರತೀಯ ಜನತಾ ಪಾರ್ಟಿ ರೈತ ಮೋರ್ಚಾ ರಾಜ್ಯ ಉಪಾಧ್ಯಕ್ಷ ಎಸ್.ಗುರುಲಿಂಗನಗೌಡ ಆರೋಪಿಸಿದರು. ನಗರದ ಪತ್ರಿಕಾ ಭವನದಲ್ಲಿ ಸೋಮವಾರ ಸುದ್ದಿಗೋಷ್ಠಿ ನಡೆಸಿ ಮಾತನಾಡಿದ ಅವರು, ಕಳೆದ ಎರಡು ವರ್ಷದಲ್ಲಿ ರಾಜ್ಯದಲ್ಲಿ 981 ರೈತರು ಆತ್ಮಹತ್ಯೆ ಮಾಡಿಕೊಂಡಿದ್ದಾರೆ. ಇದರಲ್ಲಿ ಬಳ್ಳಾರಿ ಜಿಲ್ಲೆಯಲ್ಲಿ 52 ಜನ ರೈತರು ಆತ್ಮಹತ್ಯೆ ಮಾಡಿಕೊಂಡಿದ್ದಾರೆ. ಬಿಜೆಪಿ ಸರ್ಕಾರ ರೈತರಿಗೆ 4000 ರೂಪಾಯಿ ‘ಕಿಸಾನ್ ಸಮ್ಮಾನ್’ ನೀಡುತ್ತಿದ್ದು, ಗ್ಯಾರಂಟಿ ಯೋಜನೆಗಳ ಹೆಸರಿನಲ್ಲಿ ಕಾಂಗ್ರೆಸ್ ಸರ್ಕಾರ ಅದನ್ನು ಸ್ಥಗಿತಗೊಳಿಸಿದೆ. xyxy=(258,121,378,314)
footer-dots-left xyxy=(26,1526,86,1538)
promo-right-line1: ಸುವರ್ಣವಾಹಿನಿ xyxy=(818,627,888,643)
ls3-headline: ಎಂಎಸ್ ಕೋರ್ಸ್‌ಗಳಿಗೆ ಆನ್‌ಲೈನ್ ಮೂಲಕ ಅರ್ಜಿ ಆಹ್ವಾನ xyxy=(41,727,233,738)
lead-byline: ಸುವರ್ಣವಾಹಿನಿ ಸುದ್ದಿ xyxy=(258,108,318,118)
lead-headline xyxy=(258,66,918,100)
ls3-url-link[interactable]: www.mysore.university.karnataka.gov.in xyxy=(32,799,216,809)
lead-body-col3: ಪರಿಹಾರವು ರಾಜ್ಯಾದ್ಯಂತ ರೈತರನ್ನು ಕಂಗಾಲಾಗಿಸಿದೆ. ಸಕಾಲಕ್ಕೆ ರಸಗೊಬ್ಬರ ಸಿಗದೆ ರೈತರು ಪರದಾಡುತ್ತಿದ್ದಾರೆ. ಕೇಂದ್ರ ಸರ್ಕಾರ ನಿಗದಿತ ಪ್ರಮಾಣದಲ್ಲಿ ರಸಗೊಬ್ಬರ ಪೂರೈಕೆ ಮಾಡಿದರೂ ರಾಜ್ಯ ಸರ್ಕಾರ ಸಮರ್ಪಕವಾಗಿ ವಿತರಿಸುವಲ್ಲಿ ವಿಫಲವಾಗಿದೆ. ಕಳೆದ 2 ವರ್ಷಗಳಲ್ಲಿ ಕೇಂದ್ರ ಸರ್ಕಾರ 3400 ಕೋಟಿ ಅನುದಾನ ಬಿಡುಗಡೆ ಮಾಡಿದ್ದರೂ ರೈತರಿಗೆ ತಲುಪಿಲ್ಲ. ರಾಜ್ಯದಲ್ಲಿ 6.30 ಲಕ್ಷ ಮೆಟ್ರಿಕ್ ಟನ್ ಅವಶ್ಯಕತೆ ಇದ್ದು, ಕೇಂದ್ರ ಸರ್ಕಾರ 8.73 ಲಕ್ಷ ಮೆಟ್ರಿಕ್ ಟನ್ ರಸಗೊಬ್ಬರ ನೀಡಿದೆ. xyxy=(628,108,768,233)
yellow-dot-icon xyxy=(890,1532,899,1538)
cyan-dot-icon xyxy=(868,1532,877,1538)
section-label: ಚುಟುಕು ಸುವರ್ಣ xyxy=(58,72,218,96)
kargil-body-col2: ಕಾರ್ಯಕ್ರಮದಲ್ಲಿ ಸಾರ್ವಜನಿಕರು ಸೈನಿಕರಿಗೆ ಗೌರವ ಸಲ್ಲಿಸಿದರು. ದೇಶ ಕಾಯುವ ಯೋಧರು ನಮ್ಮೆಲ್ಲರ ಹೆಮ್ಮೆ. ಕಾರ್ಗಿಲ್ ಯುದ್ಧದಲ್ಲಿ ಪಾಕಿಸ್ತಾನದ ವಿರುದ್ಧ ಭಾರತ ಜಯ ಸಾಧಿಸಿತು. 1965, 1971 ಹಾಗೂ 1999 ರ ಯುದ್ಧಗಳಲ್ಲಿ ಭಾರತ ವಿಜಯ ಸಾಧಿಸಿದೆ ಎಂದು ಶಿಕ್ಷಕರು ತಿಳಿಸಿದರು. ಈ ಸಂದರ್ಭದಲ್ಲಿ ಶಾಲೆಯ ಆಡಳಿತ ಮಂಡಳಿ ಅಧ್ಯಕ್ಷರು, ಶಿಕ್ಷಕರು, ವಿದ್ಯಾರ್ಥಿಗಳು, ಪಾಲಕರು ಉಪಸ್ಥಿತರಿದ್ದರು. xyxy=(786,1000,914,1102)
sahitya-body-col2: ಹೊಣೆಗಾರಿಕೆ ವಹಿಸಿಕೊಂಡ ಪದಾಧಿಕಾರಿಗಳು ಪ್ರತಿ ತಾಲ್ಲೂಕಿನಲ್ಲಿ ಮಕ್ಕಳ ಸಾಹಿತ್ಯ ಸಮ್ಮೇಳನ ಆಯೋಜಿಸಲು ನಿರ್ಧರಿಸಿದ್ದಾರೆ. ಈ ಸಂದರ್ಭದಲ್ಲಿ ಮಾತನಾಡಿದ ಅಧ್ಯಕ್ಷರು, ಶಾಲಾ ಮಕ್ಕಳಿಗಾಗಿ ಸಾಹಿತ್ಯ ಸ್ಪರ್ಧೆಗಳನ್ನು ನಡೆಸಲಾಗುವುದು ಎಂದರು. xyxy=(658,812,784,880)
promo-right-line2: ಪತ್ರಿಕೆ ಓದಿರಿ xyxy=(829,655,877,669)
footer-dots-right xyxy=(868,1526,928,1538)
kampli-body-col1: ಕಂಪ್ಲಿ,ಜು.28: ತುಂಗಭದ್ರಾ ಜಲಾಶಯದ ಜಲಾನಯನ ಪ್ರದೇಶದಲ್ಲಿ ಭಾರಿ ಮಳೆಯಾಗುತ್ತಿರುವ ಹಿನ್ನೆಲೆಯಲ್ಲಿ ಜಲಾಶಯಕ್ಕೆ ಹೆಚ್ಚಿನ ಒಳಹರಿವು ಬರುತ್ತಿದ್ದು, ನದಿಗೆ ನೀರು ಹರಿಸಲಾಗುತ್ತಿದೆ. ಇದರಿಂದ ಕಂಪ್ಲಿ-ಗಂಗಾವತಿ ಸಂಪರ್ಕ ಸೇತುವೆ ಮುಳುಗಡೆಯಾಗಿದ್ದು, ಜನ ಹಾಗೂ ವಾಹನ ಸಂಚಾರ ಸ್ಥಗಿತಗೊಳಿಸಲಾಗಿದೆ. ಸೇತುವೆಯ ಎರಡೂ ಬದಿಗಳಲ್ಲಿ ಪೊಲೀಸ್ ಬಂದೋಬಸ್ತ್ ಏರ್ಪಡಿಸಲಾಗಿದೆ. ನದಿ ತೀರದ ಗ್ರಾಮಸ್ಥರು ಎಚ್ಚರಿಕೆಯಿಂದ ಇರಬೇಕು, ಜಾನುವಾರುಗಳನ್ನು ನದಿಗೆ ಬಿಡಬಾರದು ಎಂದು ತಾಲ್ಲೂಕು ಆಡಳಿತ ಸೂಚನೆ ನೀಡಿದೆ. ಸಾರ್ವಜನಿಕರು ಪರ್ಯಾಯ ಮಾರ್ಗ ಬಳಸುವಂತೆ ಮನವಿ ಮಾಡಲಾಗಿದೆ. ಜಲಾಶಯದಿಂದ 1 ಲಕ್ಷ 40 ಸಾವಿರ ಕ್ಯೂಸೆಕ್ಸ್ ನೀರು ಹೊರಬಿಡುವ ನಿರೀಕ್ಷೆಯಿದ್ದು, ನದಿ ಪಾತ್ರದ ಜನರು ಸುರಕ್ಷಿತ ಸ್ಥಳಗಳಿಗೆ ತೆರಳಬೇಕು. xyxy=(258,1068,386,1261)
naalige-byline: ಸುವರ್ಣವಾಹಿನಿ ಸುದ್ದಿ xyxy=(258,782,318,792)
black-dot-icon xyxy=(473,1532,482,1538)
sahitya-headline: ಕರ್ನಾಟಕ ರಾಜ್ಯ ಮಕ್ಕಳ ಸಾಹಿತ್ಯ ಪರಿಷತ್ತು ಜಿಲ್ಲಾ ಘಟಕಕ್ಕೆ ಪದಾಧಿಕಾರಿಗಳ ನೇಮಕ xyxy=(528,696,781,707)
